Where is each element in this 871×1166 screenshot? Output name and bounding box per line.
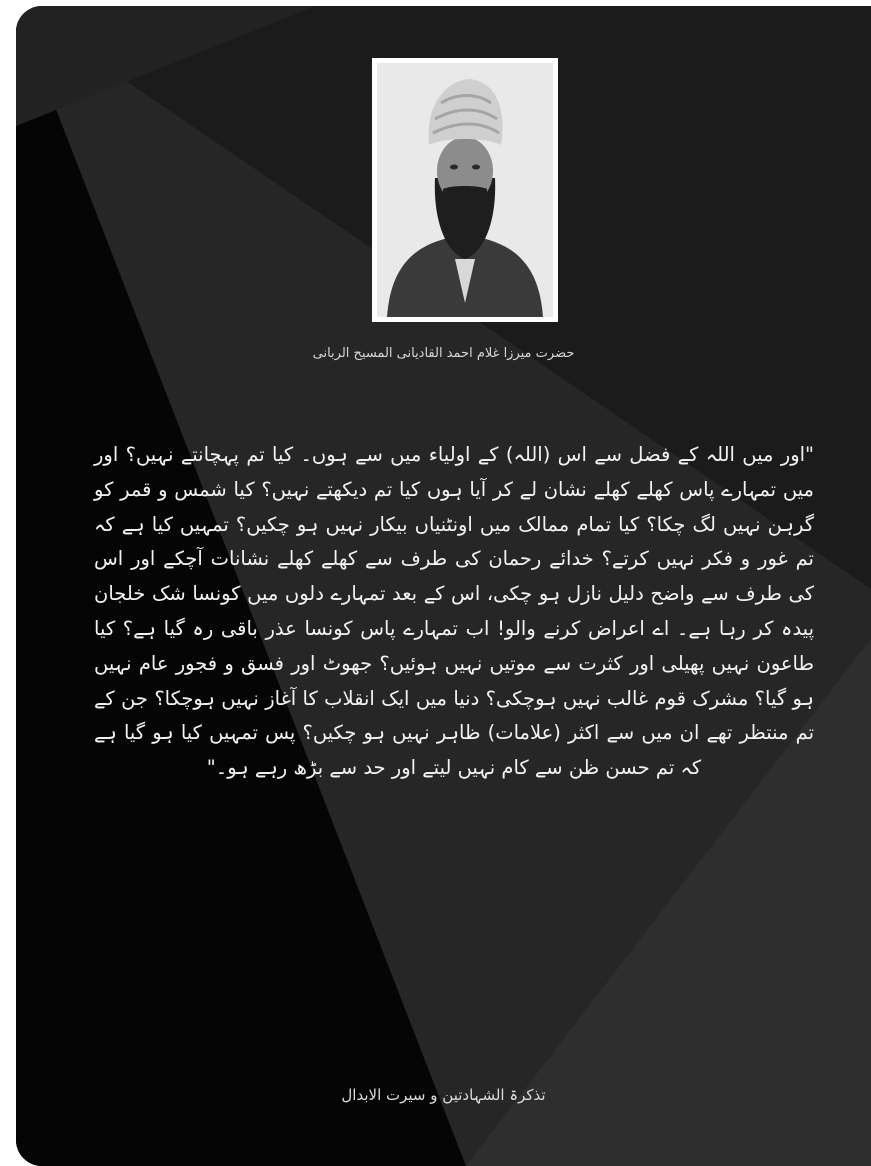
portrait-caption: حضرت میرزا غلام احمد القادیانی المسیح الربانی <box>312 346 575 361</box>
quote-card <box>16 6 871 1166</box>
portrait-photo <box>372 58 558 322</box>
quote-text: "اور میں اللہ کے فضل سے اس (اللہ) کے اولیاء میں سے ہوں۔ کیا تم پہچانتے نہیں؟ اور میں تمہارے پاس کھلے کھلے نشان لے کر آیا ہوں کیا تم دیکھتے نہیں؟ کیا شمس و قمر کو گرہن نہیں لگ چکا؟ کیا تمام ممالک میں اونٹنیاں بیکار نہیں ہو چکیں؟ تمہیں کیا ہے کہ تم غور و فکر نہیں کرتے؟ خدائے رحمان کی طرف سے کھلے کھلے نشانات آچکے اور اس کی طرف سے واضح دلیل نازل ہو چکی، اس کے بعد تمہارے دلوں میں کونسا شک خلجان پیدہ کر رہا ہے۔ اے اعراض کرنے والو! اب تمہارے پاس کونسا عذر باقی رہ گیا ہے؟ کیا طاعون نہیں پھیلی اور کثرت سے موتیں نہیں ہوئیں؟ جھوٹ اور فسق و فجور عام نہیں ہو گیا؟ مشرک قوم غالب نہیں ہوچکی؟ دنیا میں ایک انقلاب کا آغاز نہیں ہوچکا؟ جن کے تم منتظر تھے ان میں سے اکثر (علامات) ظاہر نہیں ہو چکیں؟ پس تمہیں کیا ہو گیا ہے کہ تم حسن ظن سے کام نہیں لیتے اور حد سے بڑھ رہے ہو۔" <box>94 443 814 780</box>
portrait-photo-icon <box>377 63 553 317</box>
source-title: تذکرۃ الشہادتین و سیرت الابدال <box>341 1086 546 1104</box>
